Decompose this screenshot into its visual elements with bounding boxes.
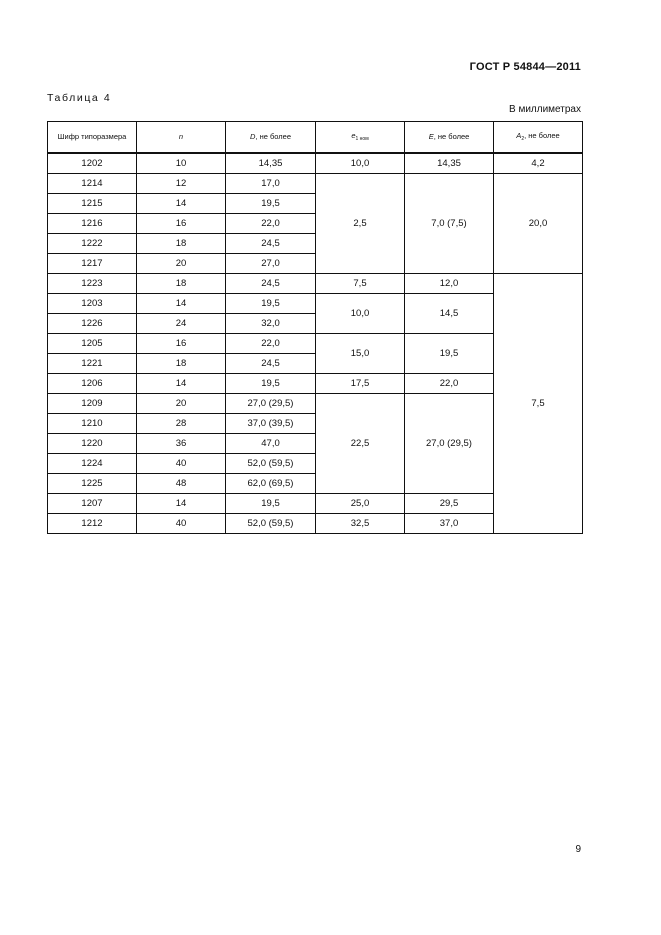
cell-n: 18 (137, 234, 226, 254)
cell-code: 1225 (48, 474, 137, 494)
cell-n: 14 (137, 374, 226, 394)
cell-n: 16 (137, 214, 226, 234)
cell-n: 48 (137, 474, 226, 494)
table-row (48, 274, 583, 294)
cell-e1: 17,5 (316, 374, 405, 394)
cell-n: 10 (137, 153, 226, 174)
cell-n: 36 (137, 434, 226, 454)
cell-n: 20 (137, 394, 226, 414)
cell-code: 1205 (48, 334, 137, 354)
cell-d: 22,0 (226, 334, 316, 354)
units-note: В миллиметрах (509, 104, 581, 115)
cell-e: 7,0 (7,5) (405, 174, 494, 274)
cell-d: 27,0 (29,5) (226, 394, 316, 414)
cell-code: 1212 (48, 514, 137, 534)
col-header-e1: $e_{1 ном}$ (316, 122, 405, 154)
cell-e1: 32,5 (316, 514, 405, 534)
cell-e: 12,0 (405, 274, 494, 294)
cell-n: 14 (137, 494, 226, 514)
cell-e: 22,0 (405, 374, 494, 394)
page-number: 9 (575, 844, 581, 855)
cell-n: 18 (137, 354, 226, 374)
cell-code: 1209 (48, 394, 137, 414)
col-header-n: n (137, 122, 226, 154)
cell-code: 1220 (48, 434, 137, 454)
cell-d: 19,5 (226, 374, 316, 394)
table-header-row (48, 122, 583, 154)
cell-n: 40 (137, 454, 226, 474)
cell-e1: 10,0 (316, 153, 405, 174)
cell-a2: 20,0 (494, 174, 583, 274)
cell-n: 12 (137, 174, 226, 194)
cell-e: 14,5 (405, 294, 494, 334)
cell-d: 24,5 (226, 274, 316, 294)
cell-e: 14,35 (405, 153, 494, 174)
cell-code: 1206 (48, 374, 137, 394)
standard-code: ГОСТ Р 54844—2011 (469, 61, 581, 73)
dimensions-table (47, 121, 583, 534)
cell-e: 19,5 (405, 334, 494, 374)
cell-d: 37,0 (39,5) (226, 414, 316, 434)
cell-code: 1216 (48, 214, 137, 234)
col-header-d: D, не более (226, 122, 316, 154)
cell-code: 1224 (48, 454, 137, 474)
cell-code: 1226 (48, 314, 137, 334)
cell-e1: 15,0 (316, 334, 405, 374)
cell-e1: 2,5 (316, 174, 405, 274)
cell-code: 1221 (48, 354, 137, 374)
cell-e: 27,0 (29,5) (405, 394, 494, 494)
cell-d: 62,0 (69,5) (226, 474, 316, 494)
cell-n: 14 (137, 194, 226, 214)
cell-code: 1217 (48, 254, 137, 274)
cell-n: 24 (137, 314, 226, 334)
cell-n: 18 (137, 274, 226, 294)
cell-code: 1215 (48, 194, 137, 214)
col-header-e: E, не более (405, 122, 494, 154)
cell-code: 1214 (48, 174, 137, 194)
cell-n: 14 (137, 294, 226, 314)
cell-a2: 4,2 (494, 153, 583, 174)
cell-e: 29,5 (405, 494, 494, 514)
cell-code: 1203 (48, 294, 137, 314)
cell-n: 20 (137, 254, 226, 274)
cell-d: 52,0 (59,5) (226, 454, 316, 474)
cell-n: 40 (137, 514, 226, 534)
cell-e: 37,0 (405, 514, 494, 534)
cell-d: 17,0 (226, 174, 316, 194)
cell-d: 52,0 (59,5) (226, 514, 316, 534)
cell-code: 1207 (48, 494, 137, 514)
cell-d: 14,35 (226, 153, 316, 174)
col-header-size-code: Шифр типоразмера (48, 122, 137, 154)
cell-code: 1222 (48, 234, 137, 254)
cell-n: 16 (137, 334, 226, 354)
cell-e1: 10,0 (316, 294, 405, 334)
cell-d: 24,5 (226, 354, 316, 374)
cell-d: 22,0 (226, 214, 316, 234)
col-header-a2: $A_2$, не более (494, 122, 583, 154)
cell-d: 47,0 (226, 434, 316, 454)
cell-a2: 7,5 (494, 274, 583, 534)
cell-code: 1202 (48, 153, 137, 174)
cell-e1: 7,5 (316, 274, 405, 294)
table-row (48, 174, 583, 194)
cell-code: 1210 (48, 414, 137, 434)
cell-d: 19,5 (226, 194, 316, 214)
cell-d: 27,0 (226, 254, 316, 274)
cell-e1: 22,5 (316, 394, 405, 494)
cell-d: 24,5 (226, 234, 316, 254)
cell-d: 32,0 (226, 314, 316, 334)
cell-d: 19,5 (226, 494, 316, 514)
cell-d: 19,5 (226, 294, 316, 314)
cell-code: 1223 (48, 274, 137, 294)
cell-n: 28 (137, 414, 226, 434)
cell-e1: 25,0 (316, 494, 405, 514)
table-caption: Таблица 4 (47, 92, 112, 104)
table-row (48, 153, 583, 174)
